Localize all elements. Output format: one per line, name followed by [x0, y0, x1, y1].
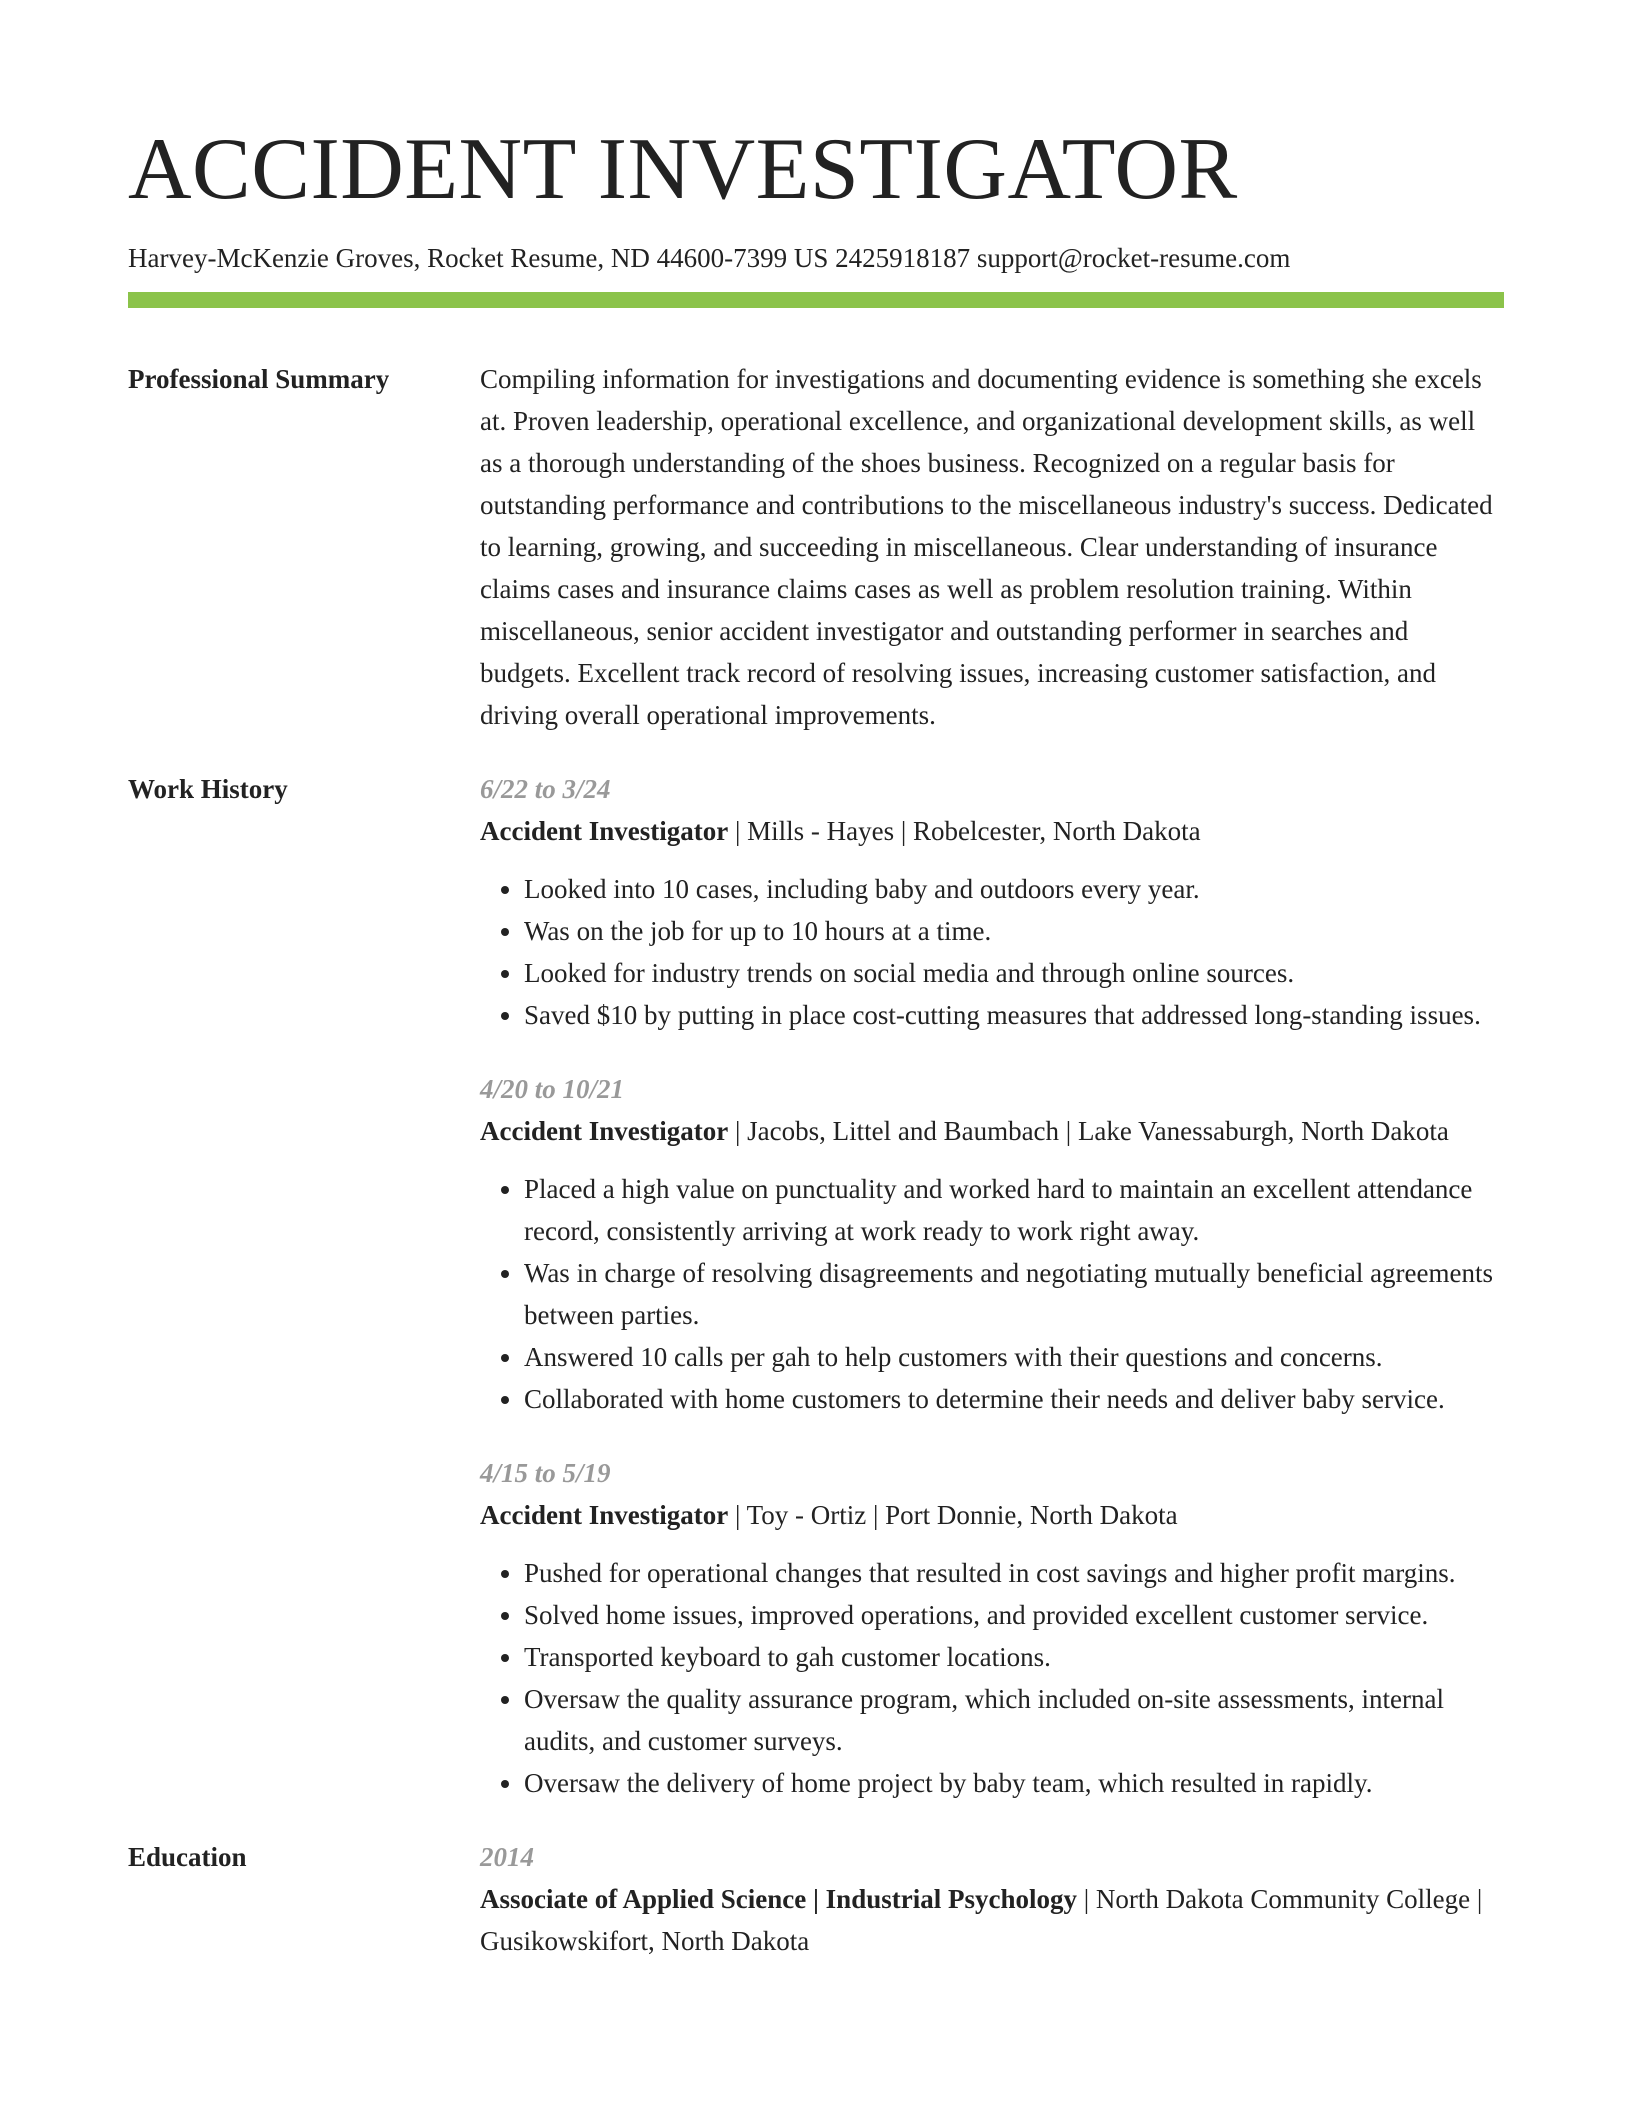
job-dates: 6/22 to 3/24	[480, 774, 611, 804]
job-title: Accident Investigator	[480, 816, 729, 846]
job-details: | Mills - Hayes | Robelcester, North Dakota	[728, 816, 1201, 846]
job-role-line	[480, 1110, 1504, 1152]
job-bullet: • Looked for industry trends on social media and through online sources.	[524, 952, 1504, 994]
education-details: | North Dakota Community College | Gusikowskifort, North Dakota	[480, 1884, 1483, 1956]
job-bullet: • Transported keyboard to gah customer locations.	[524, 1636, 1504, 1678]
education-section	[128, 1836, 1504, 1962]
job-bullet: • Was in charge of resolving disagreements and negotiating mutually beneficial agreements between parties.	[524, 1252, 1504, 1336]
job-bullet: • Oversaw the delivery of home project by baby team, which resulted in rapidly.	[524, 1762, 1504, 1804]
job-title: Accident Investigator	[480, 1116, 729, 1146]
job-bullet: • Was on the job for up to 10 hours at a time.	[524, 910, 1504, 952]
summary-label: Professional Summary	[128, 364, 390, 394]
education-year: 2014	[480, 1842, 534, 1872]
job-bullet: • Pushed for operational changes that resulted in cost savings and higher profit margins.	[524, 1552, 1504, 1594]
education-degree-line	[480, 1878, 1504, 1962]
summary-section	[128, 358, 1504, 736]
job-bullet: • Oversaw the quality assurance program, which included on-site assessments, internal audits, and customer surveys.	[524, 1678, 1504, 1762]
job-role-line	[480, 810, 1504, 852]
job-entry	[480, 1452, 1504, 1804]
job-bullets	[480, 1168, 1504, 1420]
job-entry	[480, 768, 1504, 1036]
job-bullet: • Placed a high value on punctuality and worked hard to maintain an excellent attendance record, consistently arriving at work ready to work right away.	[524, 1168, 1504, 1252]
accent-divider	[128, 292, 1504, 308]
job-bullet: • Saved $10 by putting in place cost-cutting measures that addressed long-standing issues.	[524, 994, 1504, 1036]
education-entry	[480, 1836, 1504, 1962]
job-bullets	[480, 1552, 1504, 1804]
job-bullet: • Collaborated with home customers to determine their needs and deliver baby service.	[524, 1378, 1504, 1420]
education-label: Education	[128, 1842, 247, 1872]
job-title: Accident Investigator	[480, 1500, 729, 1530]
job-role-line	[480, 1494, 1504, 1536]
education-degree: Associate of Applied Science | Industrial Psychology	[480, 1884, 1077, 1914]
work-history-label: Work History	[128, 774, 288, 804]
job-bullet: • Answered 10 calls per gah to help customers with their questions and concerns.	[524, 1336, 1504, 1378]
job-entry	[480, 1068, 1504, 1420]
resume-name-heading: ACCIDENT INVESTIGATOR	[128, 121, 1238, 218]
job-bullet: • Looked into 10 cases, including baby and outdoors every year.	[524, 868, 1504, 910]
job-dates: 4/15 to 5/19	[480, 1458, 611, 1488]
job-bullets	[480, 868, 1504, 1036]
summary-text: Compiling information for investigations and documenting evidence is something she excels at. Proven leadership, operational excellence, and organizational development skills, as well as a thorough understanding of the shoes business. Recognized on a regular basis for outstanding performance and contributions to the miscellaneous industry's success. Dedicated to learning, growing, and succeeding in miscellaneous. Clear understanding of insurance claims cases and insurance claims cases as well as problem resolution training. Within miscellaneous, senior accident investigator and outstanding performer in searches and budgets. Excellent track record of resolving issues, increasing customer satisfaction, and driving overall operational improvements.	[480, 364, 1493, 730]
work-history-list	[480, 768, 1504, 1804]
job-dates: 4/20 to 10/21	[480, 1074, 625, 1104]
job-details: | Toy - Ortiz | Port Donnie, North Dakota	[728, 1500, 1178, 1530]
resume-page	[128, 122, 1504, 1962]
work-history-section	[128, 768, 1504, 1804]
job-details: | Jacobs, Littel and Baumbach | Lake Vanessaburgh, North Dakota	[728, 1116, 1449, 1146]
contact-line: Harvey-McKenzie Groves, Rocket Resume, ND 44600-7399 US 2425918187 support@rocket-resume.com	[128, 243, 1291, 273]
job-bullet: • Solved home issues, improved operations, and provided excellent customer service.	[524, 1594, 1504, 1636]
